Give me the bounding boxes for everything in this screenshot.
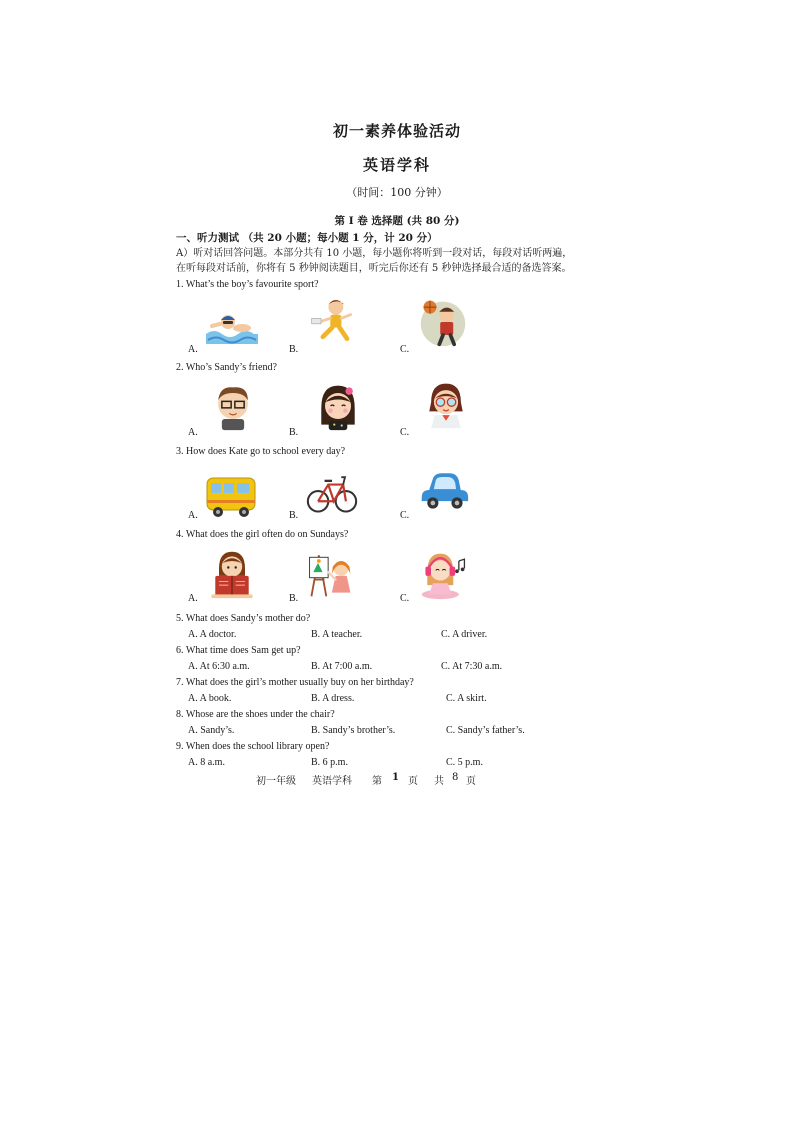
option-label: A. xyxy=(188,510,198,521)
instruction-line: A）听对话回答问题。本部分共有 10 小题，每小题你将听到一段对话，每段对话听两遍， xyxy=(176,248,573,259)
section-heading: 一、听力测试 （共 20 小题；每小题 1 分，计 20 分） xyxy=(176,232,438,244)
option-label: A. xyxy=(188,593,198,604)
option-label: C. xyxy=(400,427,410,438)
swimming-boy-icon xyxy=(204,300,260,352)
footer-page-unit: 页 xyxy=(408,776,418,787)
option-a: A. 8 a.m. xyxy=(188,757,225,768)
basketball-boy-icon xyxy=(415,296,471,348)
option-c: C. At 7:30 a.m. xyxy=(441,661,503,672)
option-b: B. A teacher. xyxy=(311,629,363,640)
part-heading: 第 I 卷 选择题 (共 80 分) xyxy=(334,215,460,227)
exam-title: 初一素养体验活动 xyxy=(332,122,461,140)
girl-listening-music-icon xyxy=(416,548,472,600)
option-c: C. Sandy’s father’s. xyxy=(446,725,525,736)
footer-total-unit: 页 xyxy=(466,776,476,787)
option-a: A. A doctor. xyxy=(188,629,237,640)
option-b: B. 6 p.m. xyxy=(311,757,348,768)
question-4: 4. What does the girl often do on Sundays? xyxy=(176,529,349,540)
footer-page-number: 1 xyxy=(392,772,399,783)
bus-icon xyxy=(203,470,259,522)
option-label: C. xyxy=(400,510,410,521)
girl-long-hair-icon xyxy=(310,380,366,432)
exam-duration: （时间：100 分钟） xyxy=(346,186,448,199)
option-label: B. xyxy=(289,593,299,604)
question-3: 3. How does Kate go to school every day? xyxy=(176,446,346,457)
girl-painting-icon xyxy=(302,548,358,600)
question-8: 8. Whose are the shoes under the chair? xyxy=(176,709,335,720)
option-label: A. xyxy=(188,427,198,438)
girl-with-glasses-icon xyxy=(418,378,474,430)
option-a: A. Sandy’s. xyxy=(188,725,235,736)
option-a: A. At 6:30 a.m. xyxy=(188,661,250,672)
option-label: B. xyxy=(289,510,299,521)
option-label: C. xyxy=(400,344,410,355)
boy-with-glasses-icon xyxy=(205,380,261,432)
option-label: B. xyxy=(289,344,299,355)
subject-title: 英语学科 xyxy=(362,156,431,174)
question-5: 5. What does Sandy’s mother do? xyxy=(176,613,311,624)
question-6: 6. What time does Sam get up? xyxy=(176,645,301,656)
girl-reading-icon xyxy=(204,548,260,600)
footer-subject: 英语学科 xyxy=(312,776,352,787)
option-label: A. xyxy=(188,344,198,355)
footer-total-pages: 8 xyxy=(452,772,459,783)
option-c: C. 5 p.m. xyxy=(446,757,483,768)
question-1: 1. What’s the boy’s favourite sport? xyxy=(176,279,319,290)
car-icon xyxy=(416,464,472,516)
option-c: C. A skirt. xyxy=(446,693,487,704)
option-label: B. xyxy=(289,427,299,438)
bicycle-icon xyxy=(304,466,360,518)
section-instructions xyxy=(176,246,616,276)
question-9: 9. When does the school library open? xyxy=(176,741,330,752)
question-2: 2. Who’s Sandy’s friend? xyxy=(176,362,277,373)
option-b: B. Sandy’s brother’s. xyxy=(311,725,396,736)
option-b: B. At 7:00 a.m. xyxy=(311,661,373,672)
running-boy-icon xyxy=(306,296,362,348)
option-c: C. A driver. xyxy=(441,629,488,640)
option-b: B. A dress. xyxy=(311,693,355,704)
option-a: A. A book. xyxy=(188,693,232,704)
instruction-line: 在听每段对话前，你将有 5 秒钟阅读题目，听完后你还有 5 秒钟选择最合适的备选答案。 xyxy=(176,263,572,274)
option-label: C. xyxy=(400,593,410,604)
question-7: 7. What does the girl’s mother usually buy on her birthday? xyxy=(176,677,414,688)
footer-total-prefix: 共 xyxy=(434,776,444,787)
footer-page-prefix: 第 xyxy=(372,776,382,787)
footer-grade: 初一年级 xyxy=(256,776,296,787)
